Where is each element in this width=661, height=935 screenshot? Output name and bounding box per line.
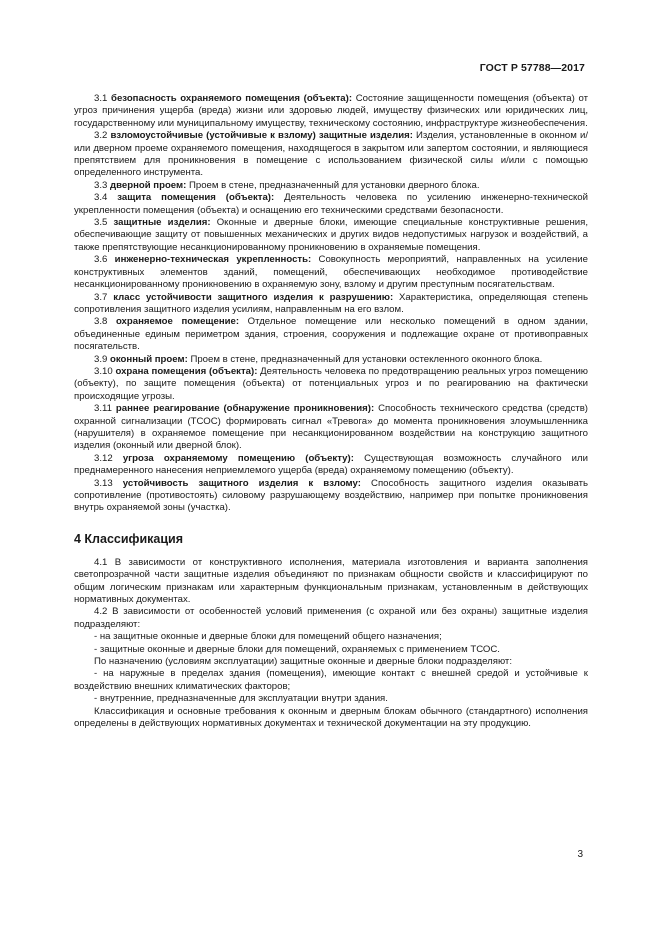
- term-definition: Характеристика, определяющая степень сопротивления защитного изделия усилиям, направленным на его взлом.: [74, 291, 588, 315]
- term-name: класс устойчивости защитного изделия к разрушению:: [113, 291, 394, 303]
- term-name: раннее реагирование (обнаружение проникновения):: [115, 403, 375, 415]
- term-definition: Отдельное помещение или несколько помещений в одном здании, объединенные единым периметром здания, строения, сооружения и подлежащие охране от противоправных посягательств.: [74, 316, 588, 353]
- term-definition: Проем в стене, предназначенный для установки остекленного оконного блока.: [190, 353, 543, 365]
- list-item: - защитные оконные и дверные блоки для помещений, охраняемых с применением ТСОС.: [94, 643, 500, 655]
- term-paragraph: [74, 180, 588, 192]
- term-name: устойчивость защитного изделия к взлому:: [122, 477, 361, 489]
- term-number: 3.7: [94, 291, 108, 303]
- term-paragraph: [74, 292, 588, 317]
- section-paragraph: 4.1 В зависимости от конструктивного исполнения, материала изготовления и варианта заполнения светопрозрачной части защитные изделия объединяют по признакам общности свойств и классифицируют по общим логическим признакам или характерным функциональным признакам, установленным в действующих нормативных документах.: [74, 556, 588, 606]
- list-item: - на наружные в пределах здания (помещения), имеющие контакт с внешней средой и устойчивые к воздействию внешних климатических факторов;: [74, 668, 588, 692]
- term-paragraph: [74, 192, 588, 217]
- term-number: 3.12: [94, 452, 113, 464]
- term-definition: Существующая возможность случайного или преднамеренного нанесения неприемлемого ущерба (вреда) охраняемому помещению (объекту).: [74, 452, 588, 477]
- term-definition: Проем в стене, предназначенный для установки дверного блока.: [188, 179, 480, 191]
- section-4-body: [74, 557, 588, 731]
- term-number: 3.1: [94, 93, 108, 104]
- term-name: угроза охраняемому помещению (объекту):: [122, 452, 354, 464]
- list-item: - внутренние, предназначенные для эксплуатации внутри здания.: [94, 693, 388, 705]
- term-paragraph: [74, 453, 588, 478]
- term-number: 3.10: [94, 365, 113, 377]
- term-definition: Оконные и дверные блоки, имеющие специальные конструктивные решения, обеспечивающие защиту от повышенных механических и других видов недопустимых нагрузок и воздействий, а также препятствующие несанкционированному проникновению в охраняемые помещения.: [74, 217, 589, 253]
- section-paragraph: Классификация и основные требования к оконным и дверным блокам обычного (стандартного) исполнения определены в действующих нормативных документах и технической документации на эту продукцию.: [74, 705, 588, 730]
- term-name: инженерно-техническая укрепленность:: [114, 254, 312, 266]
- term-paragraph: [74, 354, 588, 366]
- list-item: - на защитные оконные и дверные блоки для помещений общего назначения;: [94, 631, 442, 643]
- document-code: ГОСТ Р 57788—2017: [479, 62, 585, 74]
- term-name: оконный проем:: [110, 353, 188, 365]
- document-body: [74, 93, 588, 731]
- term-number: 3.13: [94, 477, 113, 489]
- term-definition: Способность технического средства (средств) охранной сигнализации (ТСОС) формировать сигнал «Тревога» до момента проникновения злоумышленника (нарушителя) в охраняемое помещение при несанкционированном воздействии на конструкцию защитного изделия (оконный или дверной блок).: [74, 403, 588, 452]
- term-number: 3.2: [94, 130, 108, 142]
- term-paragraph: [74, 366, 588, 403]
- term-name: защитные изделия:: [113, 217, 211, 229]
- term-number: 3.11: [94, 403, 112, 415]
- term-number: 3.6: [94, 254, 108, 266]
- term-paragraph: [74, 316, 588, 353]
- term-paragraph: [74, 93, 588, 130]
- term-definition: Состояние защищенности помещения (объекта) от угроз причинения ущерба (вреда) жизни или здоровью людей, имуществу физических или юридических лиц, государственному или муниципальному имуществу, техническому состоянию, инфраструктуре жизнеобеспечения.: [74, 93, 589, 129]
- term-paragraph: [74, 403, 588, 453]
- section-title: 4 Классификация: [74, 531, 184, 546]
- term-paragraph: [74, 254, 588, 291]
- term-definition: Деятельность человека по усилению инженерно-технической укрепленности помещения (объекта) и оснащению его техническими средствами безопасности.: [74, 192, 588, 216]
- page-number: 3: [577, 849, 583, 860]
- term-number: 3.5: [94, 217, 108, 229]
- terms-list: [74, 93, 588, 515]
- term-definition: Деятельность человека по предотвращению реальных угроз помещению (объекту), по защите помещения (объекта) от потенциальных угроз и по реагированию на фактически происходящие угрозы.: [74, 365, 588, 402]
- term-definition: Совокупность мероприятий, направленных на усиление конструктивных элементов зданий, помещений, обеспечивающих необходимое противодействие несанкционированному проникновению в охраняемую зону, взлому и другим преступным посягательствам.: [74, 254, 588, 291]
- term-definition: Изделия, установленные в оконном и/или дверном проеме охраняемого помещения, находящегося в закрытом или запертом состоянии, и являющиеся препятствием для проникновения в помещение с использованием физической силы и/или с помощью определенного инструмента.: [74, 130, 589, 179]
- term-name: безопасность охраняемого помещения (объекта):: [111, 93, 353, 104]
- term-name: защита помещения (объекта):: [117, 192, 275, 204]
- term-paragraph: [74, 130, 588, 180]
- term-number: 3.3: [94, 179, 108, 191]
- term-definition: Способность защитного изделия оказывать сопротивление (противостоять) силовому разрушающему воздействию, например при попытке проникновения внутрь охраняемой зоны (участка).: [74, 477, 588, 514]
- term-number: 3.4: [94, 192, 108, 204]
- term-name: дверной проем:: [110, 179, 187, 191]
- term-name: взломоустойчивые (устойчивые к взлому) защитные изделия:: [110, 130, 413, 142]
- term-number: 3.8: [94, 316, 108, 328]
- section-paragraph: 4.2 В зависимости от особенностей условий применения (с охраной или без охраны) защитные изделия подразделяют:: [74, 606, 588, 630]
- term-paragraph: [74, 217, 588, 254]
- term-number: 3.9: [94, 353, 108, 365]
- section-paragraph: По назначению (условиям эксплуатации) защитные оконные и дверные блоки подразделяют:: [94, 656, 512, 668]
- term-paragraph: [74, 478, 588, 515]
- term-name: охраняемое помещение:: [115, 316, 240, 328]
- term-name: охрана помещения (объекта):: [115, 365, 258, 377]
